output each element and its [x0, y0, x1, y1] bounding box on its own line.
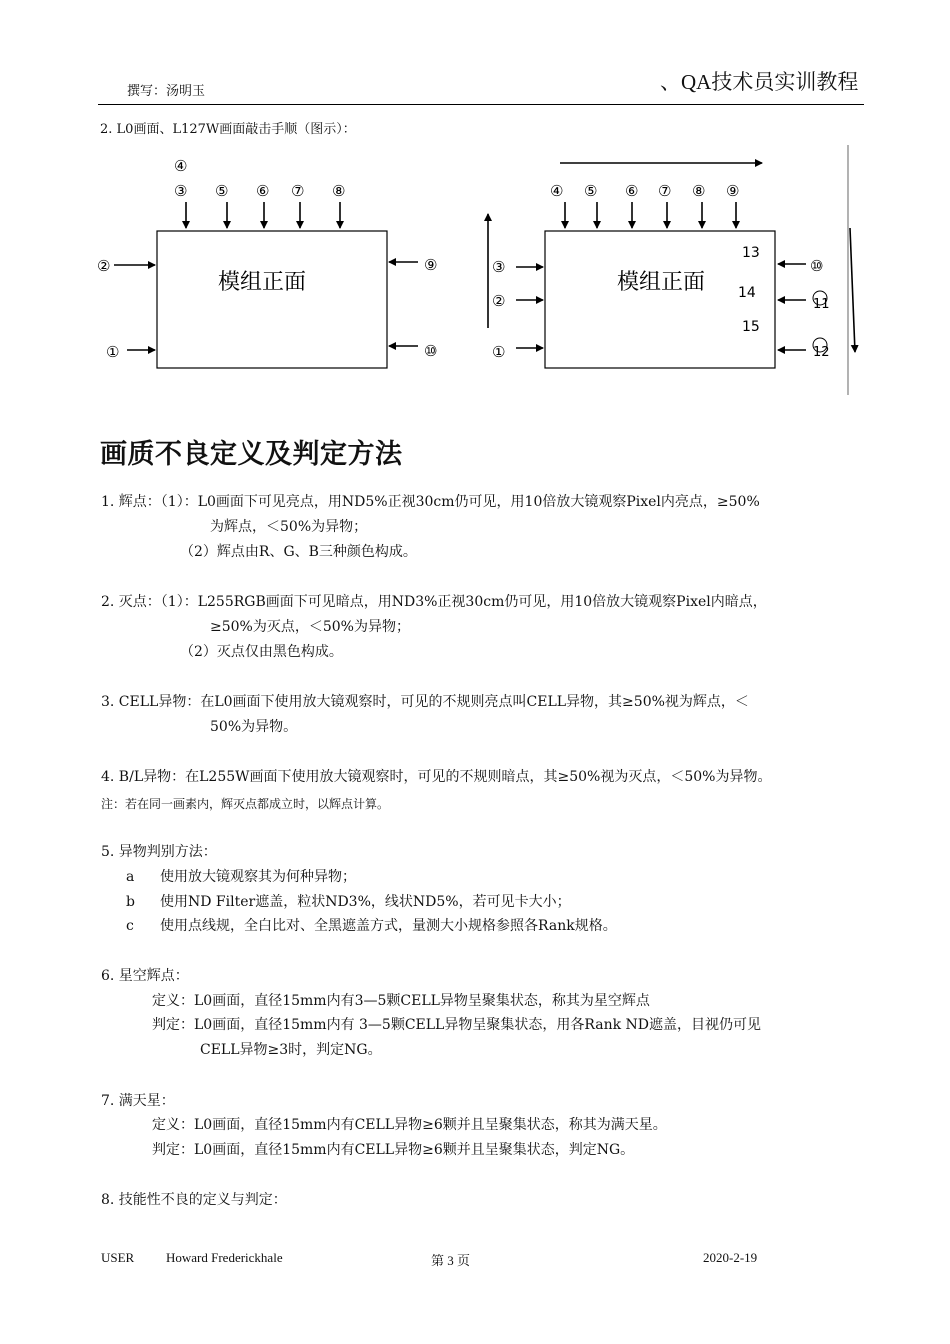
item2-line3: （2）灭点仅由黑色构成。 — [180, 644, 343, 660]
document-title: 、QA技术员实训教程 — [660, 70, 859, 94]
item3-line2: 50%为异物。 — [210, 719, 298, 735]
right-mark-3: ③ — [492, 258, 506, 276]
left-mark-3: ③ — [174, 182, 188, 200]
left-mark-8: ⑧ — [332, 182, 346, 200]
right-mark-5: ⑤ — [584, 182, 598, 200]
left-diagram — [97, 157, 437, 368]
item1-line3: （2）辉点由R、G、B三种颜色构成。 — [180, 544, 417, 560]
section2-title: 2. L0画面、L127W画面敲击手顺（图示）： — [100, 122, 356, 137]
item5-a-text: 使用放大镜观察其为何种异物； — [160, 869, 356, 885]
right-mark-7: ⑦ — [658, 182, 672, 200]
right-inner-15: 15 — [742, 319, 760, 335]
item1-line2: 为辉点，＜50%为异物； — [210, 519, 368, 535]
item4-line1: 4. B/L异物：在L255W画面下使用放大镜观察时，可见的不规则暗点，其≥50%视为灭点，＜50%为异物。 — [101, 769, 772, 785]
item1-line1: 1. 辉点：（1）：L0画面下可见亮点，用ND5%正视30cm仍可见，用10倍放大镜观察Pixel内亮点，≥50% — [101, 494, 760, 510]
item8-title: 8. 技能性不良的定义与判定： — [101, 1192, 287, 1208]
right-mark-9: ⑨ — [726, 182, 740, 200]
item6-judgement-line2: CELL异物≥3时，判定NG。 — [200, 1042, 382, 1058]
item2-line2: ≥50%为灭点，＜50%为异物； — [210, 619, 410, 635]
footer-name: Howard Frederickhale — [166, 1250, 283, 1265]
right-mark-4: ④ — [550, 182, 564, 200]
item7-title: 7. 满天星： — [101, 1093, 175, 1109]
footer-user: USER — [101, 1250, 135, 1265]
right-mark-6: ⑥ — [625, 182, 639, 200]
footer-date: 2020-2-19 — [703, 1250, 758, 1265]
left-mark-4: ④ — [174, 157, 188, 175]
left-mark-2: ② — [97, 257, 111, 275]
right-inner-13: 13 — [742, 245, 760, 261]
right-right-long-arrow — [850, 228, 855, 352]
right-mark-11: 11 — [813, 297, 830, 312]
item4-note: 注：若在同一画素内，辉灭点都成立时，以辉点计算。 — [101, 797, 390, 811]
item6-title: 6. 星空辉点： — [101, 968, 189, 984]
item5-c-key: c — [126, 918, 134, 934]
right-mark-2: ② — [492, 292, 506, 310]
right-diagram — [488, 145, 855, 395]
item3-line1: 3. CELL异物：在L0画面下使用放大镜观察时，可见的不规则亮点叫CELL异物，其≥50%视为辉点，＜ — [101, 694, 749, 710]
left-mark-6: ⑥ — [256, 182, 270, 200]
right-mark-1: ① — [492, 343, 506, 361]
item5-c-text: 使用点线规，全白比对、全黑遮盖方式，量测大小规格参照各Rank规格。 — [160, 918, 617, 934]
tapping-diagram — [0, 0, 950, 420]
right-inner-14: 14 — [738, 285, 756, 301]
right-box-label: 模组正面 — [617, 270, 706, 295]
right-mark-12: 12 — [813, 345, 830, 360]
item5-b-text: 使用ND Filter遮盖，粒状ND3%，线状ND5%，若可见卡大小； — [160, 894, 571, 910]
item2-line1: 2. 灭点：（1）：L255RGB画面下可见暗点，用ND3%正视30cm仍可见，用10倍放大镜观察Pixel内暗点， — [101, 594, 767, 610]
item5-title: 5. 异物判别方法： — [101, 844, 217, 860]
left-mark-1: ① — [106, 343, 120, 361]
footer-page: 第 3 页 — [431, 1253, 471, 1268]
item5-a-key: a — [126, 869, 135, 885]
item7-judgement: 判定：L0画面，直径15mm内有CELL异物≥6颗并且呈聚集状态，判定NG。 — [152, 1142, 635, 1158]
section-heading: 画质不良定义及判定方法 — [100, 439, 403, 470]
left-mark-7: ⑦ — [291, 182, 305, 200]
item6-judgement-line1: 判定：L0画面，直径15mm内有 3—5颗CELL异物呈聚集状态，用各Rank ND遮盖，目视仍可见 — [152, 1017, 761, 1033]
item6-definition: 定义：L0画面，直径15mm内有3—5颗CELL异物呈聚集状态，称其为星空辉点 — [152, 993, 650, 1009]
right-mark-10: ⑩ — [810, 257, 824, 275]
left-box-label: 模组正面 — [218, 270, 307, 295]
left-mark-5: ⑤ — [215, 182, 229, 200]
left-module-box — [157, 231, 387, 368]
right-mark-8: ⑧ — [692, 182, 706, 200]
author-label: 撰写：汤明玉 — [127, 84, 206, 99]
left-mark-9: ⑨ — [424, 256, 438, 274]
left-mark-10: ⑩ — [424, 342, 438, 360]
item5-b-key: b — [126, 894, 135, 910]
item7-definition: 定义：L0画面，直径15mm内有CELL异物≥6颗并且呈聚集状态，称其为满天星。 — [152, 1117, 667, 1133]
